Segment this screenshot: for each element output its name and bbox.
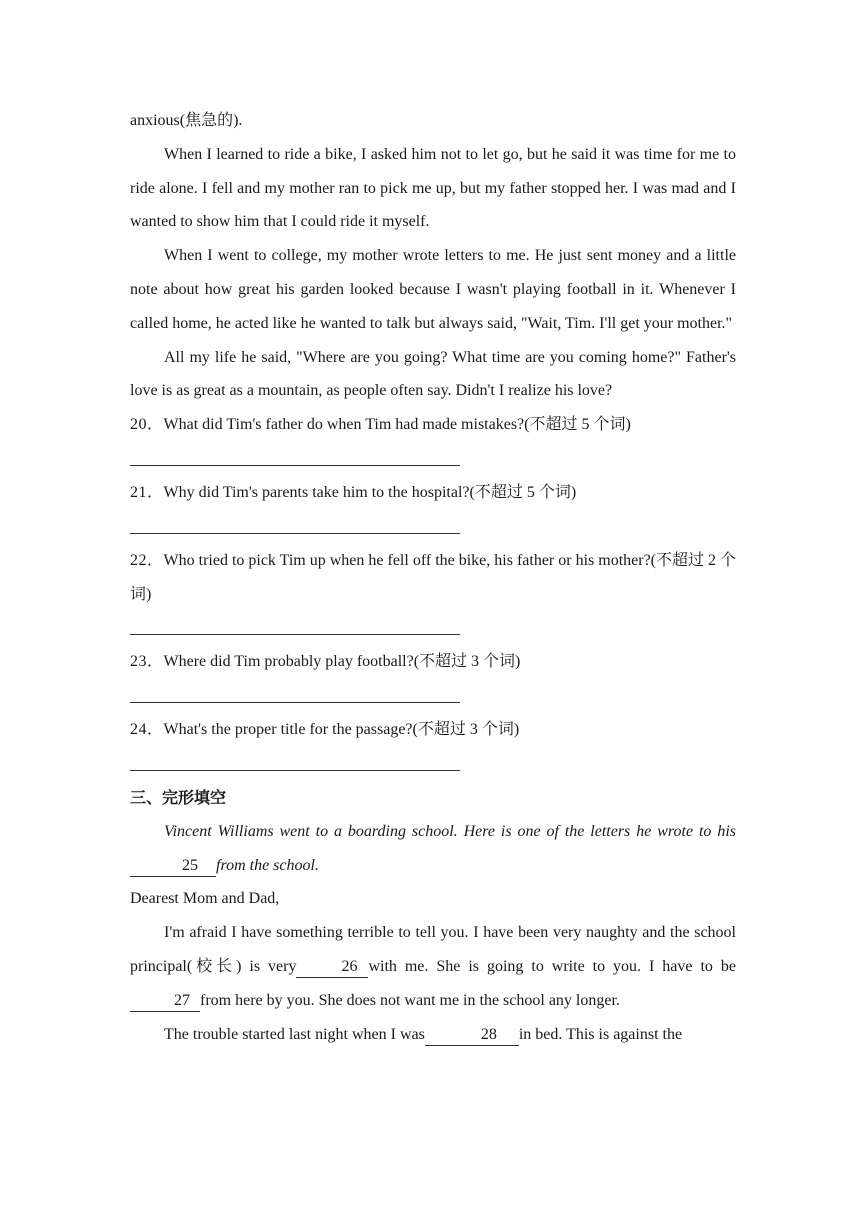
- question-text: What's the proper title for the passage?(不超过 3 个词): [163, 721, 520, 739]
- letter-text-c: from here by you. She does not want me in the school any longer.: [200, 991, 620, 1009]
- letter-text-b: with me. She is going to write to you. I have to be: [368, 957, 736, 975]
- question-21: [130, 476, 736, 510]
- passage-paragraph-3: All my life he said, "Where are you going? What time are you coming home?" Father's love is as great as a mountain, as people often say. Didn't I realize his love?: [130, 348, 736, 400]
- letter-text-d: The trouble started last night when I was: [164, 1025, 425, 1043]
- cloze-intro: [130, 815, 736, 883]
- section-heading: 三、完形填空: [130, 787, 227, 807]
- question-22: [130, 544, 736, 612]
- passage-paragraph-1: When I learned to ride a bike, I asked him not to let go, but he said it was time for me to ride alone. I fell and my mother ran to pick me up, but my father stopped her. I was mad and I wanted to show him that I could ride it myself.: [130, 145, 736, 231]
- answer-line-23[interactable]: [130, 702, 460, 703]
- question-24: [130, 713, 736, 747]
- letter-paragraph-1: [130, 916, 736, 1017]
- question-number: 22．: [130, 551, 164, 569]
- question-23: [130, 645, 736, 679]
- letter-text-a: I'm afraid I have something terrible to tell you. I have been very naughty and the school principal(校长) is very: [130, 924, 736, 975]
- question-text: What did Tim's father do when Tim had made mistakes?(不超过 5 个词): [163, 416, 631, 434]
- question-20: [130, 408, 736, 442]
- blank-27[interactable]: 27: [130, 991, 200, 1012]
- question-text: Who tried to pick Tim up when he fell off the bike, his father or his mother?(不超过 2 个词): [130, 551, 737, 603]
- question-number: 21．: [130, 483, 164, 501]
- answer-line-21[interactable]: [130, 533, 460, 534]
- letter-salutation: Dearest Mom and Dad,: [130, 890, 280, 908]
- passage-paragraph-2: When I went to college, my mother wrote letters to me. He just sent money and a little note about how great his garden looked because I wasn't playing football in it. Whenever I called home, he acted like he wanted to talk but always said, "Wait, Tim. I'll get your mother.": [130, 247, 736, 332]
- letter-text-e: in bed. This is against the: [518, 1025, 683, 1043]
- document-page: [130, 104, 736, 1051]
- passage-paragraph-0: anxious(焦急的).: [130, 112, 243, 129]
- letter-paragraph-2: [130, 1018, 736, 1052]
- answer-line-24[interactable]: [130, 770, 460, 771]
- question-number: 24．: [130, 721, 164, 739]
- blank-28[interactable]: 28: [425, 1025, 519, 1046]
- answer-line-22[interactable]: [130, 634, 460, 635]
- question-text: Where did Tim probably play football?(不超过 3 个词): [163, 653, 521, 671]
- answer-line-20[interactable]: [130, 465, 460, 466]
- blank-26[interactable]: 26: [296, 957, 368, 978]
- intro-text-a: Vincent Williams went to a boarding school. Here is one of the letters he wrote to his: [164, 822, 736, 840]
- question-number: 20．: [130, 416, 164, 434]
- blank-25[interactable]: 25: [130, 856, 216, 877]
- question-number: 23．: [130, 653, 164, 671]
- intro-text-b: from the school.: [216, 856, 319, 874]
- question-text: Why did Tim's parents take him to the hospital?(不超过 5 个词): [163, 483, 577, 501]
